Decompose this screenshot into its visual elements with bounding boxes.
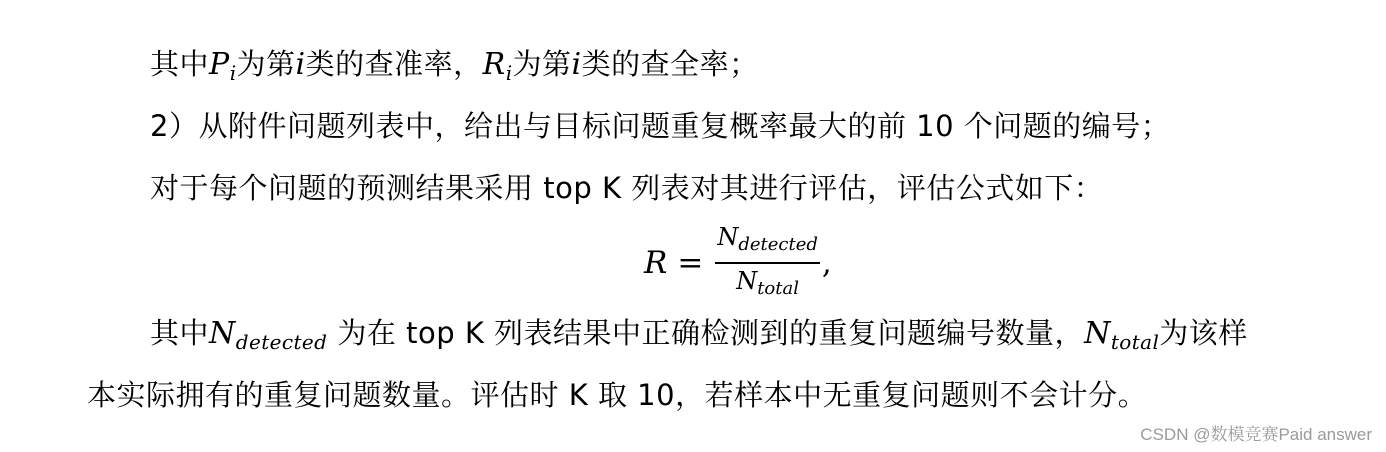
formula-numerator: $N_{detected}$ xyxy=(717,223,818,256)
recall-formula xyxy=(644,225,832,301)
paragraph-precision-recall-definition xyxy=(150,44,759,93)
text-segment: 其中 xyxy=(150,47,210,81)
text-segment: 为在 top K 列表结果中正确检测到的重复问题编号数量， xyxy=(337,316,1085,350)
math-p-i: $P_i$ xyxy=(209,47,237,85)
formula-equals: = xyxy=(677,245,704,281)
math-i: i xyxy=(571,47,582,82)
text-segment: 类的查准率， xyxy=(305,47,483,81)
math-r-i: $R_i$ xyxy=(482,47,513,85)
paragraph-formula-explanation-continued: 本实际拥有的重复问题数量。评估时 K 取 10，若样本中无重复问题则不会计分。 xyxy=(87,378,1148,412)
formula-denominator: $N_{total}$ xyxy=(736,266,799,299)
text-segment: 为第 xyxy=(512,47,572,81)
text-segment: 类的查全率； xyxy=(581,47,759,81)
math-n-detected: $N_{detected}$ xyxy=(209,316,328,354)
paragraph-formula-explanation xyxy=(150,313,1248,362)
text-segment: 为第 xyxy=(236,47,296,81)
text-segment: 其中 xyxy=(150,316,210,350)
math-i: i xyxy=(295,47,306,82)
paragraph-task-2: 2）从附件问题列表中，给出与目标问题重复概率最大的前 10 个问题的编号； xyxy=(150,109,1171,143)
paragraph-evaluation-intro: 对于每个问题的预测结果采用 top K 列表对其进行评估，评估公式如下： xyxy=(150,171,1104,205)
math-n-total: $N_{total}$ xyxy=(1084,316,1160,354)
formula-fraction xyxy=(715,220,820,306)
text-segment: 为该样 xyxy=(1159,316,1248,350)
formula-lhs: R xyxy=(644,245,668,281)
formula-comma: , xyxy=(821,245,832,281)
watermark: CSDN @数模竞赛Paid answer xyxy=(1140,425,1372,444)
